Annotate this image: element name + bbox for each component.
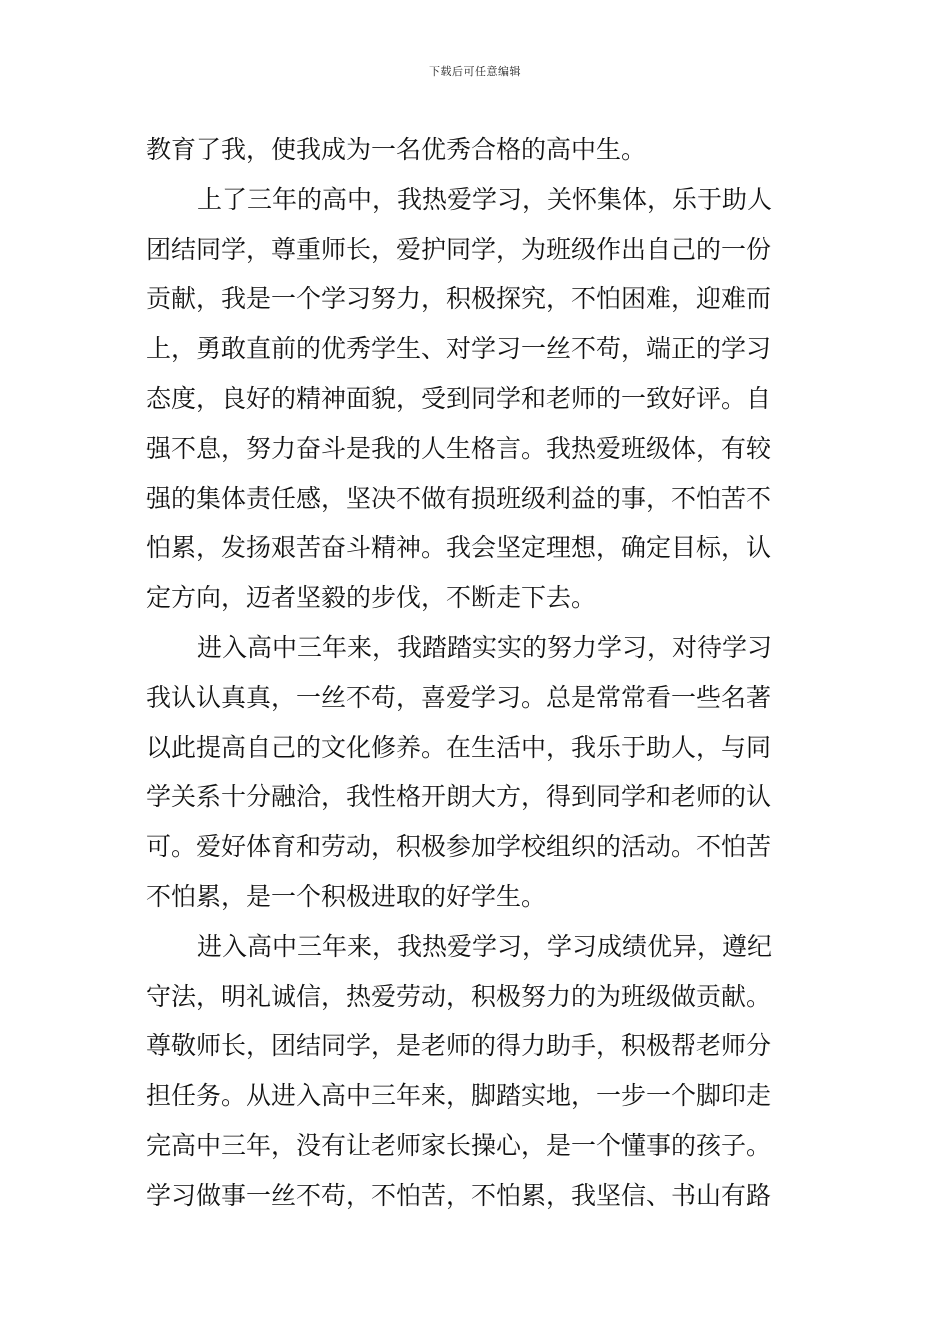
text-line: 可。爱好体育和劳动，积极参加学校组织的活动。不怕苦 bbox=[146, 832, 772, 862]
text-line: 教育了我，使我成为一名优秀合格的高中生。 bbox=[146, 135, 647, 164]
text-line: 不怕累，是一个积极进取的好学生。 bbox=[146, 881, 547, 911]
text-line: 态度，良好的精神面貌，受到同学和老师的一致好评。自 bbox=[146, 383, 772, 413]
page-header: 下载后可任意编辑 bbox=[429, 65, 521, 78]
text-line: 上，勇敢直前的优秀学生、对学习一丝不苟，端正的学习 bbox=[146, 334, 772, 364]
text-line: 尊敬师长，团结同学，是老师的得力助手，积极帮老师分 bbox=[146, 1031, 772, 1061]
text-line: 守法，明礼诚信，热爱劳动，积极努力的为班级做贡献。 bbox=[146, 981, 772, 1011]
paragraph-first-line: 上了三年的高中，我热爱学习，关怀集体，乐于助人 bbox=[197, 184, 773, 214]
text-line: 学关系十分融洽，我性格开朗大方，得到同学和老师的认 bbox=[146, 782, 772, 812]
text-line: 怕累，发扬艰苦奋斗精神。我会坚定理想，确定目标，认 bbox=[146, 533, 772, 563]
text-line: 以此提高自己的文化修养。在生活中，我乐于助人，与同 bbox=[146, 732, 772, 762]
paragraph-first-line: 进入高中三年来，我踏踏实实的努力学习，对待学习 bbox=[197, 632, 773, 662]
paragraph-first-line: 进入高中三年来，我热爱学习，学习成绩优异，遵纪 bbox=[197, 931, 773, 961]
text-line: 贡献，我是一个学习努力，积极探究，不怕困难，迎难而 bbox=[146, 284, 772, 314]
text-line: 担任务。从进入高中三年来，脚踏实地，一步一个脚印走 bbox=[146, 1081, 772, 1111]
text-line: 强不息，努力奋斗是我的人生格言。我热爱班级体，有较 bbox=[146, 433, 772, 463]
text-line: 定方向，迈者坚毅的步伐，不断走下去。 bbox=[146, 583, 597, 613]
text-line: 强的集体责任感，坚决不做有损班级利益的事，不怕苦不 bbox=[146, 483, 772, 513]
text-line: 团结同学，尊重师长，爱护同学，为班级作出自己的一份 bbox=[146, 234, 772, 264]
text-line: 我认认真真，一丝不苟，喜爱学习。总是常常看一些名著 bbox=[146, 682, 772, 712]
text-line: 完高中三年，没有让老师家长操心，是一个懂事的孩子。 bbox=[146, 1130, 772, 1160]
text-line: 学习做事一丝不苟，不怕苦，不怕累，我坚信、书山有路 bbox=[146, 1180, 772, 1210]
document-body bbox=[146, 125, 810, 1221]
